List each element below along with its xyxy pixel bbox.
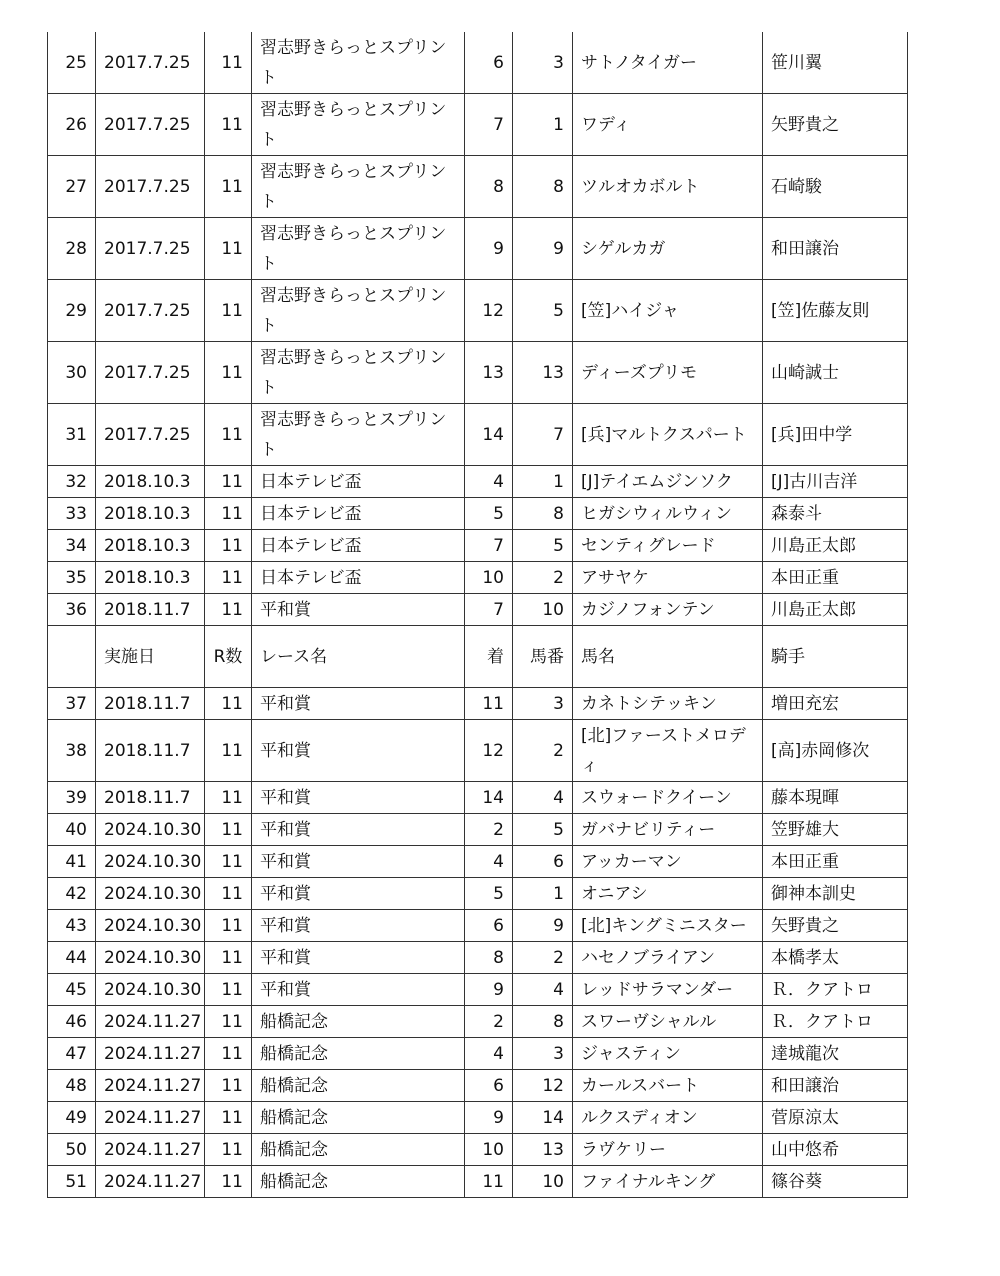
cell-jockey: 本田正重 — [763, 846, 908, 878]
cell-date: 2017.7.25 — [96, 218, 205, 280]
cell-date: 2024.10.30 — [96, 814, 205, 846]
cell-race-name: 平和賞 — [252, 720, 465, 782]
cell-race-name: 平和賞 — [252, 878, 465, 910]
cell-no: 26 — [48, 94, 96, 156]
cell-horse-name: [兵]マルトクスパート — [573, 404, 763, 466]
cell-horse-no: 3 — [513, 688, 573, 720]
table-row — [48, 1102, 908, 1134]
cell-finish: 10 — [465, 562, 513, 594]
cell-jockey: 石崎駿 — [763, 156, 908, 218]
cell-race-no: 11 — [205, 1102, 252, 1134]
cell-horse-name: オニアシ — [573, 878, 763, 910]
cell-jockey: [高]赤岡修次 — [763, 720, 908, 782]
cell-jockey: 山崎誠士 — [763, 342, 908, 404]
cell-horse-name: スウォードクイーン — [573, 782, 763, 814]
cell-jockey: 本田正重 — [763, 562, 908, 594]
cell-date: 2018.11.7 — [96, 688, 205, 720]
table-row — [48, 720, 908, 782]
cell-jockey: Ｒ．クアトロ — [763, 974, 908, 1006]
cell-race-no: 11 — [205, 94, 252, 156]
cell-finish: 7 — [465, 530, 513, 562]
cell-no: 50 — [48, 1134, 96, 1166]
cell-horse-name: ラヴケリー — [573, 1134, 763, 1166]
cell-horse-no: 3 — [513, 1038, 573, 1070]
cell-jockey: [J]古川吉洋 — [763, 466, 908, 498]
table-row — [48, 1070, 908, 1102]
cell-horse-name: ガバナビリティー — [573, 814, 763, 846]
cell-date: 2024.10.30 — [96, 878, 205, 910]
cell-finish: 9 — [465, 218, 513, 280]
cell-race-name: 平和賞 — [252, 688, 465, 720]
cell-date: 2024.11.27 — [96, 1134, 205, 1166]
cell-horse-name: スワーヴシャルル — [573, 1006, 763, 1038]
cell-race-no: 11 — [205, 280, 252, 342]
table-row — [48, 1134, 908, 1166]
cell-jockey: 篠谷葵 — [763, 1166, 908, 1198]
cell-no: 29 — [48, 280, 96, 342]
cell-no: 43 — [48, 910, 96, 942]
cell-race-no: 11 — [205, 156, 252, 218]
cell-no: 45 — [48, 974, 96, 1006]
cell-no: 34 — [48, 530, 96, 562]
cell-jockey: Ｒ．クアトロ — [763, 1006, 908, 1038]
cell-race-no: 11 — [205, 878, 252, 910]
cell-horse-name: サトノタイガー — [573, 32, 763, 94]
table-row — [48, 94, 908, 156]
cell-horse-name: アッカーマン — [573, 846, 763, 878]
cell-race-name: 習志野きらっとスプリント — [252, 280, 465, 342]
cell-horse-name: [笠]ハイジャ — [573, 280, 763, 342]
header-row — [48, 626, 908, 688]
table-row — [48, 782, 908, 814]
cell-jockey: 川島正太郎 — [763, 530, 908, 562]
cell-horse-name: [北]キングミニスター — [573, 910, 763, 942]
cell-horse-no: 8 — [513, 156, 573, 218]
cell-horse-name: [J]テイエムジンソク — [573, 466, 763, 498]
cell-date: 2024.11.27 — [96, 1070, 205, 1102]
cell-jockey: 笠野雄大 — [763, 814, 908, 846]
table-row — [48, 814, 908, 846]
table-row — [48, 1006, 908, 1038]
cell-race-no: 11 — [205, 404, 252, 466]
header-jockey: 騎手 — [763, 626, 908, 688]
cell-finish: 2 — [465, 1006, 513, 1038]
header-finish: 着 — [465, 626, 513, 688]
table-row — [48, 942, 908, 974]
table-body-bottom — [48, 688, 908, 1198]
cell-no: 39 — [48, 782, 96, 814]
table-row — [48, 498, 908, 530]
cell-race-name: 日本テレビ盃 — [252, 562, 465, 594]
cell-finish: 12 — [465, 720, 513, 782]
cell-no: 46 — [48, 1006, 96, 1038]
cell-finish: 8 — [465, 942, 513, 974]
cell-horse-name: カールスバート — [573, 1070, 763, 1102]
cell-horse-no: 3 — [513, 32, 573, 94]
cell-race-no: 11 — [205, 466, 252, 498]
cell-no: 48 — [48, 1070, 96, 1102]
cell-race-name: 船橋記念 — [252, 1102, 465, 1134]
cell-horse-no: 4 — [513, 782, 573, 814]
cell-no: 38 — [48, 720, 96, 782]
cell-jockey: 和田譲治 — [763, 1070, 908, 1102]
cell-race-name: 平和賞 — [252, 974, 465, 1006]
cell-race-name: 船橋記念 — [252, 1070, 465, 1102]
cell-finish: 4 — [465, 1038, 513, 1070]
cell-date: 2017.7.25 — [96, 404, 205, 466]
cell-race-no: 11 — [205, 1038, 252, 1070]
cell-horse-name: [北]ファーストメロディ — [573, 720, 763, 782]
cell-race-name: 習志野きらっとスプリント — [252, 94, 465, 156]
cell-finish: 10 — [465, 1134, 513, 1166]
cell-date: 2017.7.25 — [96, 32, 205, 94]
cell-jockey: 笹川翼 — [763, 32, 908, 94]
cell-finish: 12 — [465, 280, 513, 342]
cell-horse-no: 8 — [513, 498, 573, 530]
cell-race-no: 11 — [205, 594, 252, 626]
cell-finish: 6 — [465, 32, 513, 94]
cell-race-name: 日本テレビ盃 — [252, 466, 465, 498]
table-header — [48, 626, 908, 688]
table-row — [48, 156, 908, 218]
cell-race-no: 11 — [205, 32, 252, 94]
cell-no: 44 — [48, 942, 96, 974]
table-row — [48, 466, 908, 498]
cell-horse-no: 7 — [513, 404, 573, 466]
cell-horse-name: シゲルカガ — [573, 218, 763, 280]
cell-date: 2017.7.25 — [96, 94, 205, 156]
cell-date: 2024.11.27 — [96, 1166, 205, 1198]
cell-race-no: 11 — [205, 218, 252, 280]
cell-horse-name: ルクスディオン — [573, 1102, 763, 1134]
table-row — [48, 1166, 908, 1198]
cell-horse-name: カネトシテッキン — [573, 688, 763, 720]
cell-jockey: [兵]田中学 — [763, 404, 908, 466]
cell-race-name: 船橋記念 — [252, 1166, 465, 1198]
cell-no: 49 — [48, 1102, 96, 1134]
cell-finish: 8 — [465, 156, 513, 218]
cell-finish: 14 — [465, 782, 513, 814]
cell-horse-no: 8 — [513, 1006, 573, 1038]
cell-finish: 13 — [465, 342, 513, 404]
cell-date: 2018.10.3 — [96, 498, 205, 530]
results-table — [47, 32, 908, 1198]
cell-no: 30 — [48, 342, 96, 404]
cell-jockey: 菅原涼太 — [763, 1102, 908, 1134]
cell-finish: 9 — [465, 974, 513, 1006]
cell-jockey: 御神本訓史 — [763, 878, 908, 910]
cell-date: 2017.7.25 — [96, 156, 205, 218]
cell-no: 42 — [48, 878, 96, 910]
cell-finish: 7 — [465, 594, 513, 626]
cell-race-no: 11 — [205, 942, 252, 974]
cell-horse-no: 13 — [513, 1134, 573, 1166]
cell-date: 2024.11.27 — [96, 1038, 205, 1070]
cell-race-no: 11 — [205, 342, 252, 404]
cell-horse-no: 9 — [513, 218, 573, 280]
cell-no: 28 — [48, 218, 96, 280]
table-row — [48, 530, 908, 562]
cell-race-no: 11 — [205, 720, 252, 782]
table-row — [48, 974, 908, 1006]
table-row — [48, 218, 908, 280]
cell-date: 2017.7.25 — [96, 342, 205, 404]
cell-race-no: 11 — [205, 498, 252, 530]
cell-no: 36 — [48, 594, 96, 626]
cell-race-no: 11 — [205, 530, 252, 562]
cell-jockey: 本橋孝太 — [763, 942, 908, 974]
table-row — [48, 404, 908, 466]
cell-finish: 6 — [465, 910, 513, 942]
cell-no: 32 — [48, 466, 96, 498]
cell-horse-name: ヒガシウィルウィン — [573, 498, 763, 530]
cell-race-name: 平和賞 — [252, 814, 465, 846]
cell-jockey: 和田譲治 — [763, 218, 908, 280]
cell-finish: 5 — [465, 878, 513, 910]
cell-no: 31 — [48, 404, 96, 466]
cell-race-name: 平和賞 — [252, 594, 465, 626]
cell-horse-name: センティグレード — [573, 530, 763, 562]
cell-horse-name: カジノフォンテン — [573, 594, 763, 626]
cell-jockey: 増田充宏 — [763, 688, 908, 720]
cell-race-name: 平和賞 — [252, 782, 465, 814]
header-race-no: R数 — [205, 626, 252, 688]
cell-horse-no: 10 — [513, 594, 573, 626]
cell-horse-no: 6 — [513, 846, 573, 878]
cell-date: 2024.10.30 — [96, 910, 205, 942]
cell-horse-no: 5 — [513, 280, 573, 342]
cell-no: 27 — [48, 156, 96, 218]
header-no — [48, 626, 96, 688]
cell-race-name: 習志野きらっとスプリント — [252, 218, 465, 280]
cell-date: 2024.11.27 — [96, 1102, 205, 1134]
cell-horse-name: ジャスティン — [573, 1038, 763, 1070]
cell-race-name: 平和賞 — [252, 942, 465, 974]
cell-race-no: 11 — [205, 910, 252, 942]
cell-race-no: 11 — [205, 782, 252, 814]
cell-no: 51 — [48, 1166, 96, 1198]
cell-no: 41 — [48, 846, 96, 878]
cell-race-no: 11 — [205, 1006, 252, 1038]
table-body-top — [48, 32, 908, 626]
cell-horse-name: アサヤケ — [573, 562, 763, 594]
cell-race-name: 日本テレビ盃 — [252, 498, 465, 530]
cell-horse-no: 5 — [513, 814, 573, 846]
table-row — [48, 1038, 908, 1070]
cell-no: 25 — [48, 32, 96, 94]
cell-finish: 2 — [465, 814, 513, 846]
table-row — [48, 562, 908, 594]
cell-finish: 5 — [465, 498, 513, 530]
cell-race-no: 11 — [205, 1166, 252, 1198]
cell-finish: 4 — [465, 846, 513, 878]
cell-date: 2018.11.7 — [96, 720, 205, 782]
header-race-name: レース名 — [252, 626, 465, 688]
cell-date: 2024.10.30 — [96, 846, 205, 878]
cell-horse-no: 2 — [513, 720, 573, 782]
cell-race-no: 11 — [205, 846, 252, 878]
cell-race-name: 船橋記念 — [252, 1006, 465, 1038]
cell-finish: 9 — [465, 1102, 513, 1134]
cell-race-name: 船橋記念 — [252, 1038, 465, 1070]
cell-horse-name: ツルオカボルト — [573, 156, 763, 218]
cell-horse-name: ハセノブライアン — [573, 942, 763, 974]
table-row — [48, 280, 908, 342]
cell-horse-no: 1 — [513, 94, 573, 156]
cell-jockey: 矢野貴之 — [763, 94, 908, 156]
cell-date: 2018.10.3 — [96, 530, 205, 562]
cell-date: 2024.11.27 — [96, 1006, 205, 1038]
cell-race-no: 11 — [205, 974, 252, 1006]
cell-no: 40 — [48, 814, 96, 846]
cell-horse-no: 1 — [513, 466, 573, 498]
cell-finish: 14 — [465, 404, 513, 466]
cell-horse-no: 14 — [513, 1102, 573, 1134]
cell-date: 2017.7.25 — [96, 280, 205, 342]
cell-date: 2024.10.30 — [96, 974, 205, 1006]
cell-horse-no: 5 — [513, 530, 573, 562]
cell-race-name: 平和賞 — [252, 910, 465, 942]
cell-race-no: 11 — [205, 562, 252, 594]
header-date: 実施日 — [96, 626, 205, 688]
cell-race-no: 11 — [205, 1134, 252, 1166]
cell-horse-no: 12 — [513, 1070, 573, 1102]
cell-race-name: 習志野きらっとスプリント — [252, 156, 465, 218]
cell-horse-no: 1 — [513, 878, 573, 910]
table-row — [48, 594, 908, 626]
cell-horse-no: 2 — [513, 942, 573, 974]
cell-horse-name: ワディ — [573, 94, 763, 156]
cell-finish: 6 — [465, 1070, 513, 1102]
cell-jockey: 森泰斗 — [763, 498, 908, 530]
cell-race-name: 習志野きらっとスプリント — [252, 342, 465, 404]
cell-horse-name: ファイナルキング — [573, 1166, 763, 1198]
cell-date: 2018.10.3 — [96, 562, 205, 594]
cell-race-no: 11 — [205, 814, 252, 846]
table-row — [48, 846, 908, 878]
cell-race-name: 習志野きらっとスプリント — [252, 32, 465, 94]
table-row — [48, 342, 908, 404]
cell-no: 33 — [48, 498, 96, 530]
cell-race-name: 平和賞 — [252, 846, 465, 878]
cell-date: 2018.10.3 — [96, 466, 205, 498]
cell-finish: 4 — [465, 466, 513, 498]
cell-jockey: [笠]佐藤友則 — [763, 280, 908, 342]
cell-jockey: 川島正太郎 — [763, 594, 908, 626]
cell-race-name: 習志野きらっとスプリント — [252, 404, 465, 466]
cell-finish: 7 — [465, 94, 513, 156]
cell-jockey: 矢野貴之 — [763, 910, 908, 942]
cell-race-no: 11 — [205, 688, 252, 720]
table-row — [48, 910, 908, 942]
cell-finish: 11 — [465, 688, 513, 720]
cell-jockey: 達城龍次 — [763, 1038, 908, 1070]
cell-no: 37 — [48, 688, 96, 720]
cell-date: 2018.11.7 — [96, 594, 205, 626]
cell-no: 47 — [48, 1038, 96, 1070]
table-row — [48, 878, 908, 910]
cell-horse-no: 2 — [513, 562, 573, 594]
header-horse: 馬名 — [573, 626, 763, 688]
cell-race-name: 日本テレビ盃 — [252, 530, 465, 562]
cell-horse-name: ディーズプリモ — [573, 342, 763, 404]
cell-jockey: 山中悠希 — [763, 1134, 908, 1166]
cell-race-no: 11 — [205, 1070, 252, 1102]
cell-horse-no: 4 — [513, 974, 573, 1006]
cell-date: 2018.11.7 — [96, 782, 205, 814]
table-row — [48, 32, 908, 94]
cell-date: 2024.10.30 — [96, 942, 205, 974]
cell-horse-no: 9 — [513, 910, 573, 942]
cell-finish: 11 — [465, 1166, 513, 1198]
cell-horse-no: 10 — [513, 1166, 573, 1198]
cell-no: 35 — [48, 562, 96, 594]
table-row — [48, 688, 908, 720]
cell-race-name: 船橋記念 — [252, 1134, 465, 1166]
cell-horse-no: 13 — [513, 342, 573, 404]
header-horse-no: 馬番 — [513, 626, 573, 688]
cell-horse-name: レッドサラマンダー — [573, 974, 763, 1006]
cell-jockey: 藤本現暉 — [763, 782, 908, 814]
